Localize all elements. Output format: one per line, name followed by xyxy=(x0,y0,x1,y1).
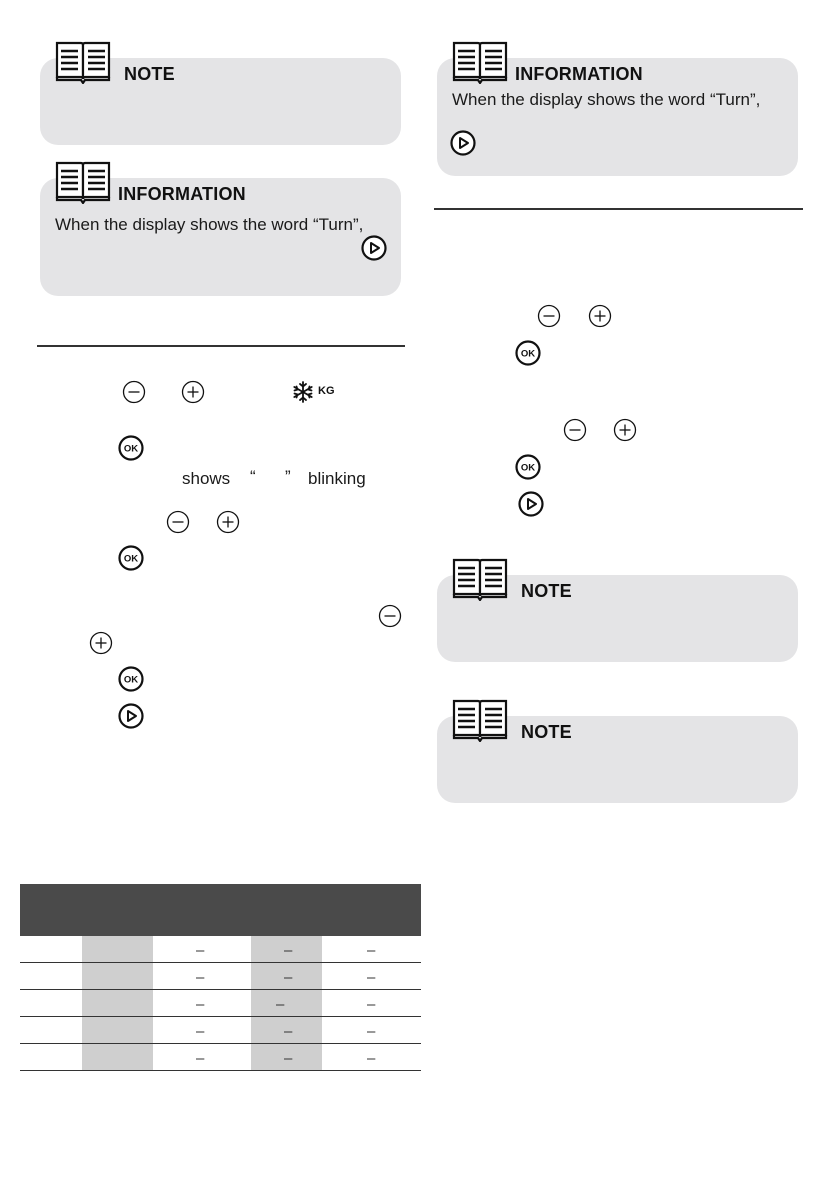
table-row-divider xyxy=(20,1016,421,1017)
table-cell: – xyxy=(284,1050,293,1067)
ok-icon xyxy=(515,340,541,366)
minus-icon xyxy=(537,304,561,328)
minus-icon xyxy=(378,604,402,628)
table-cell: – xyxy=(196,942,205,959)
book-icon xyxy=(55,160,111,204)
book-icon xyxy=(55,40,111,84)
play-icon xyxy=(450,130,476,156)
info-title: INFORMATION xyxy=(118,184,246,204)
book-icon xyxy=(452,557,508,601)
table-cell: – xyxy=(367,1023,376,1040)
table-row-divider xyxy=(20,1070,421,1071)
plus-icon xyxy=(216,510,240,534)
quote-open: “ xyxy=(250,467,256,486)
table-cell: – xyxy=(276,996,285,1013)
shows-text: shows xyxy=(182,469,231,488)
table-cell: – xyxy=(284,969,293,986)
minus-icon xyxy=(166,510,190,534)
info-title: INFORMATION xyxy=(515,64,643,84)
play-icon xyxy=(361,235,387,261)
table-cell: – xyxy=(196,996,205,1013)
play-icon xyxy=(118,703,144,729)
table-row-divider xyxy=(20,1043,421,1044)
weight-unit-label: KG xyxy=(318,385,335,397)
table-cell: – xyxy=(367,942,376,959)
note-title: NOTE xyxy=(521,722,572,742)
table-cell: – xyxy=(367,1050,376,1067)
ok-icon xyxy=(118,435,144,461)
book-icon xyxy=(452,698,508,742)
ok-icon xyxy=(118,666,144,692)
info-text: When the display shows the word “Turn”, xyxy=(452,90,761,109)
table-row-divider xyxy=(20,989,421,990)
ok-icon xyxy=(118,545,144,571)
snowflake-icon xyxy=(291,380,315,404)
blinking-text: blinking xyxy=(308,469,366,488)
book-icon xyxy=(452,40,508,84)
table-cell: – xyxy=(367,969,376,986)
play-icon xyxy=(518,491,544,517)
table-cell: – xyxy=(284,1023,293,1040)
plus-icon xyxy=(588,304,612,328)
table-cell: – xyxy=(284,942,293,959)
quote-close: ” xyxy=(285,467,291,486)
ok-icon xyxy=(515,454,541,480)
section-divider xyxy=(434,208,803,210)
plus-icon xyxy=(181,380,205,404)
minus-icon xyxy=(122,380,146,404)
table-header xyxy=(20,884,421,936)
plus-icon xyxy=(89,631,113,655)
table-shaded-column xyxy=(82,936,153,1071)
table-row-divider xyxy=(20,962,421,963)
table-cell: – xyxy=(196,969,205,986)
info-text: When the display shows the word “Turn”, xyxy=(55,215,364,234)
table-cell: – xyxy=(196,1023,205,1040)
plus-icon xyxy=(613,418,637,442)
table-cell: – xyxy=(367,996,376,1013)
note-title: NOTE xyxy=(124,64,175,84)
minus-icon xyxy=(563,418,587,442)
section-divider xyxy=(37,345,405,347)
table-cell: – xyxy=(196,1050,205,1067)
note-title: NOTE xyxy=(521,581,572,601)
